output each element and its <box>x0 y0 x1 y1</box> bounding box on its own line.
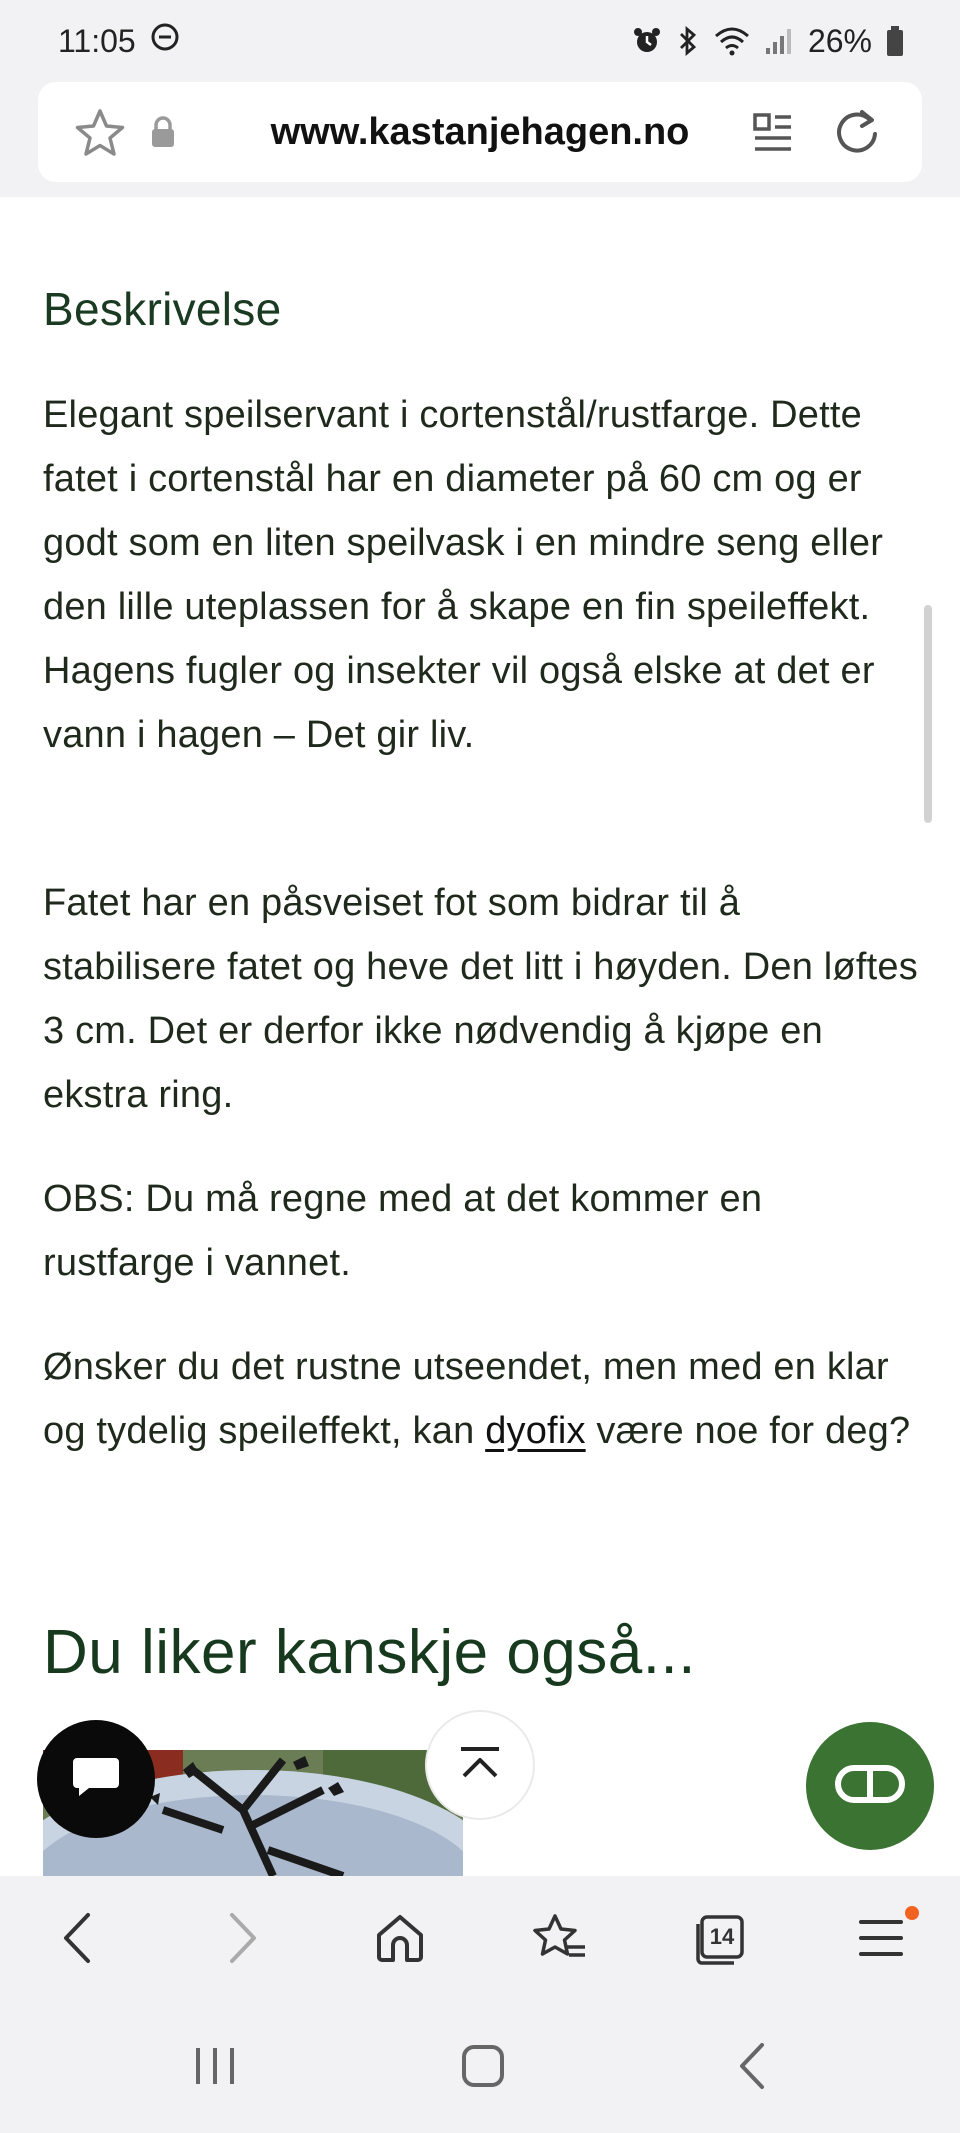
signal-icon <box>764 26 794 56</box>
battery-text: 26% <box>807 22 872 59</box>
system-back-icon <box>738 2042 766 2095</box>
menu-icon <box>858 1918 904 1963</box>
bookmarks-icon <box>533 1913 587 1968</box>
bookmarks-button[interactable] <box>505 1876 615 2004</box>
chat-button[interactable] <box>37 1720 155 1838</box>
back-icon <box>62 1912 92 1969</box>
reload-icon[interactable] <box>832 108 882 163</box>
alarm-icon <box>632 26 662 56</box>
related-products-heading: Du liker kanskje også... <box>43 1618 696 1687</box>
scroll-to-top-button[interactable] <box>425 1710 535 1820</box>
system-back-button[interactable] <box>697 2004 807 2133</box>
description-heading: Beskrivelse <box>43 283 282 335</box>
bluetooth-icon <box>676 25 700 57</box>
recents-icon <box>193 2046 237 2091</box>
home-icon <box>375 1913 425 1968</box>
status-time: 11:05 <box>58 22 136 59</box>
back-button[interactable] <box>22 1876 132 2004</box>
url-text[interactable]: www.kastanjehagen.no <box>270 111 690 153</box>
browser-toolbar <box>0 1876 960 2004</box>
do-not-disturb-icon <box>150 22 180 60</box>
reader-mode-icon[interactable] <box>752 112 794 159</box>
description-paragraph-3: OBS: Du må regne med at det kommer en rustfarge i vannet. <box>43 1178 763 1284</box>
description-paragraph-2: Fatet har en påsveiset fot som bidrar til å stabilisere fatet og heve det litt i høyden. Den løftes 3 cm. Det er derfor ikke nødvendig å kjøpe en ekstra ring. <box>43 882 918 1116</box>
description-paragraph-4 <box>43 1335 923 1463</box>
forward-icon <box>228 1912 258 1969</box>
wifi-icon <box>714 26 750 56</box>
system-home-button[interactable] <box>428 2004 538 2133</box>
paragraph-4-text-end: være noe for deg? <box>585 1410 911 1452</box>
menu-button[interactable] <box>826 1876 936 2004</box>
tab-count: 14 <box>709 1924 735 1949</box>
recents-button[interactable] <box>160 2004 270 2133</box>
dyofix-link[interactable]: dyofix <box>485 1410 586 1452</box>
forward-button[interactable] <box>188 1876 298 2004</box>
status-bar <box>0 0 960 82</box>
co-logo-icon <box>835 1764 905 1809</box>
description-paragraph-1: Elegant speilservant i cortenstål/rustfarge. Dette fatet i cortenstål har en diameter på 60 cm og er godt som en liten speilvask i en mindre seng eller den lille uteplassen for å skape en fin speileffekt. Hagens fugler og insekter vil også elske at det er vann i hagen – Det gir liv. <box>43 394 884 756</box>
url-area <box>0 82 960 197</box>
status-left <box>58 22 180 60</box>
address-bar[interactable] <box>38 82 922 182</box>
tabs-icon <box>694 1914 746 1966</box>
home-button[interactable] <box>345 1876 455 2004</box>
paragraph-4-text-start: Ønsker du det rustne utseendet, men med en klar og tydelig speileffekt, kan <box>43 1346 889 1452</box>
battery-icon <box>886 25 904 57</box>
co-button[interactable] <box>806 1722 934 1850</box>
scrollbar[interactable] <box>924 605 932 823</box>
home-button-icon <box>461 2044 505 2093</box>
status-right <box>632 23 904 60</box>
menu-notification-dot <box>905 1906 919 1920</box>
chevron-up-icon <box>458 1746 502 1785</box>
system-nav-bar <box>0 2004 960 2133</box>
chat-bubble-icon <box>71 1754 121 1805</box>
tabs-button[interactable] <box>665 1876 775 2004</box>
